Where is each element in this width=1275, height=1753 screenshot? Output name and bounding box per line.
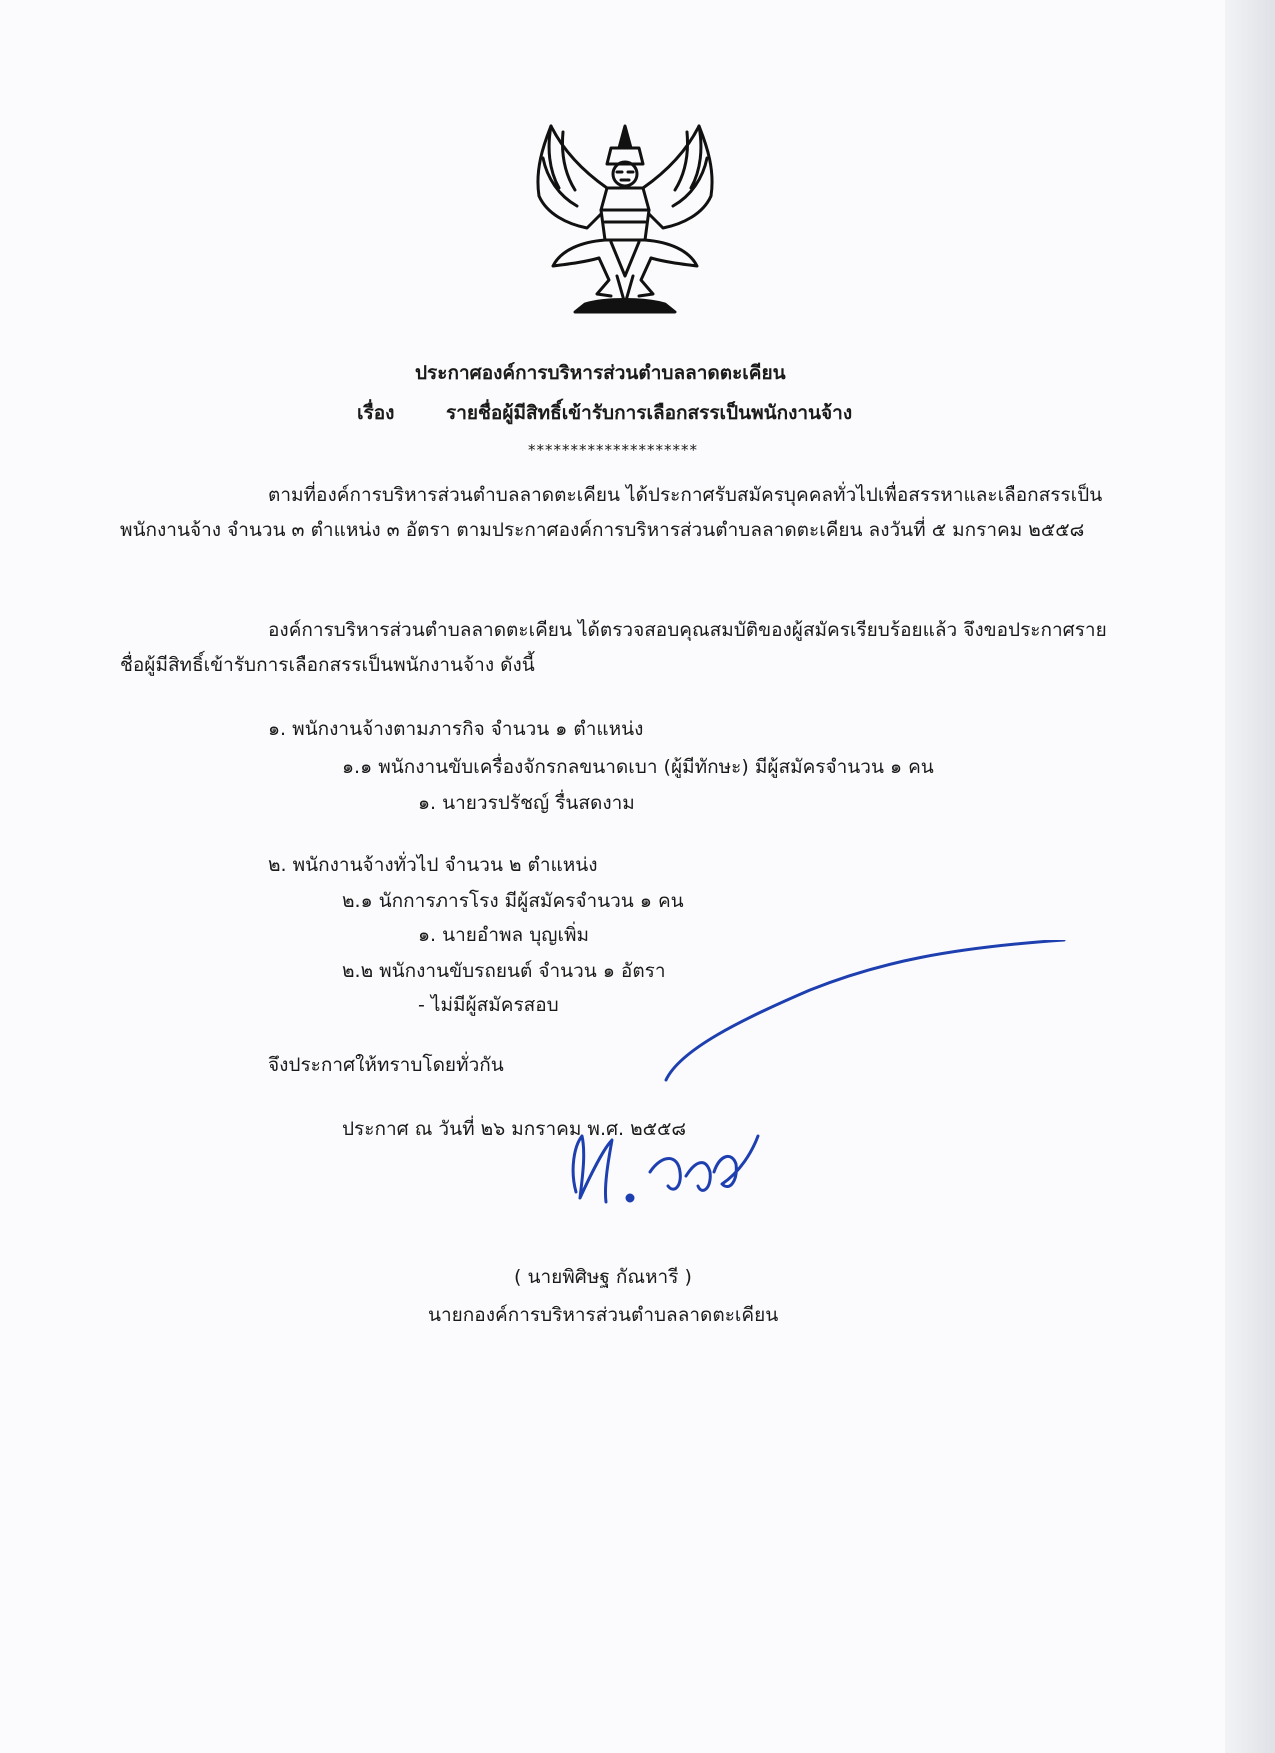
paragraph-announcement-text: ตามที่องค์การบริหารส่วนตำบลลาดตะเคียน ได้ประกาศรับสมัครบุคคลทั่วไปเพื่อสรรหาและเลือกสรรเป็นพนักงานจ้าง จำนวน ๓ ตำแหน่ง ๓ อัตรา ตามประกาศองค์การบริหารส่วนตำบลลาดตะเคียน ลงวันที่ ๕ มกราคม ๒๕๕๘ [120,484,1103,541]
signatory-position: นายกองค์การบริหารส่วนตำบลลาดตะเคียน [428,1304,779,1326]
list-subitem: ๒.๒ พนักงานขับรถยนต์ จำนวน ๑ อัตรา [342,960,666,982]
paragraph-announcement [120,478,1126,548]
list-subitem: ๒.๑ นักการภารโรง มีผู้สมัครจำนวน ๑ คน [342,890,684,912]
signatory-name: ( นายพิศิษฐ กัณหารี ) [514,1266,692,1288]
handwritten-signature [560,940,1080,1260]
candidate-name: ๑. นายอำพล บุญเพิ่ม [418,924,590,946]
announcement-date: ประกาศ ณ วันที่ ๒๖ มกราคม พ.ศ. ๒๕๕๘ [342,1118,687,1140]
list-item: ๒. พนักงานจ้างทั่วไป จำนวน ๒ ตำแหน่ง [268,854,598,876]
closing-notice: จึงประกาศให้ทราบโดยทั่วกัน [268,1054,504,1076]
title-separator: ******************** [528,441,698,459]
scan-edge [1225,0,1275,1753]
paragraph-verification [120,613,1126,683]
document-title: ประกาศองค์การบริหารส่วนตำบลลาดตะเคียน [415,362,786,384]
subject-text: รายชื่อผู้มีสิทธิ์เข้ารับการเลือกสรรเป็นพนักงานจ้าง [446,402,853,424]
garuda-emblem-icon [525,118,725,318]
no-applicant-note: - ไม่มีผู้สมัครสอบ [418,994,559,1016]
list-subitem: ๑.๑ พนักงานขับเครื่องจักรกลขนาดเบา (ผู้มีทักษะ) มีผู้สมัครจำนวน ๑ คน [342,756,934,778]
paragraph-verification-text: องค์การบริหารส่วนตำบลลาดตะเคียน ได้ตรวจสอบคุณสมบัติของผู้สมัครเรียบร้อยแล้ว จึงขอประกาศรายชื่อผู้มีสิทธิ์เข้ารับการเลือกสรรเป็นพนักงานจ้าง ดังนี้ [120,619,1107,676]
subject-label: เรื่อง [357,402,395,424]
list-item: ๑. พนักงานจ้างตามภารกิจ จำนวน ๑ ตำแหน่ง [268,718,644,740]
candidate-name: ๑. นายวรปรัชญ์ รื่นสดงาม [418,792,635,814]
